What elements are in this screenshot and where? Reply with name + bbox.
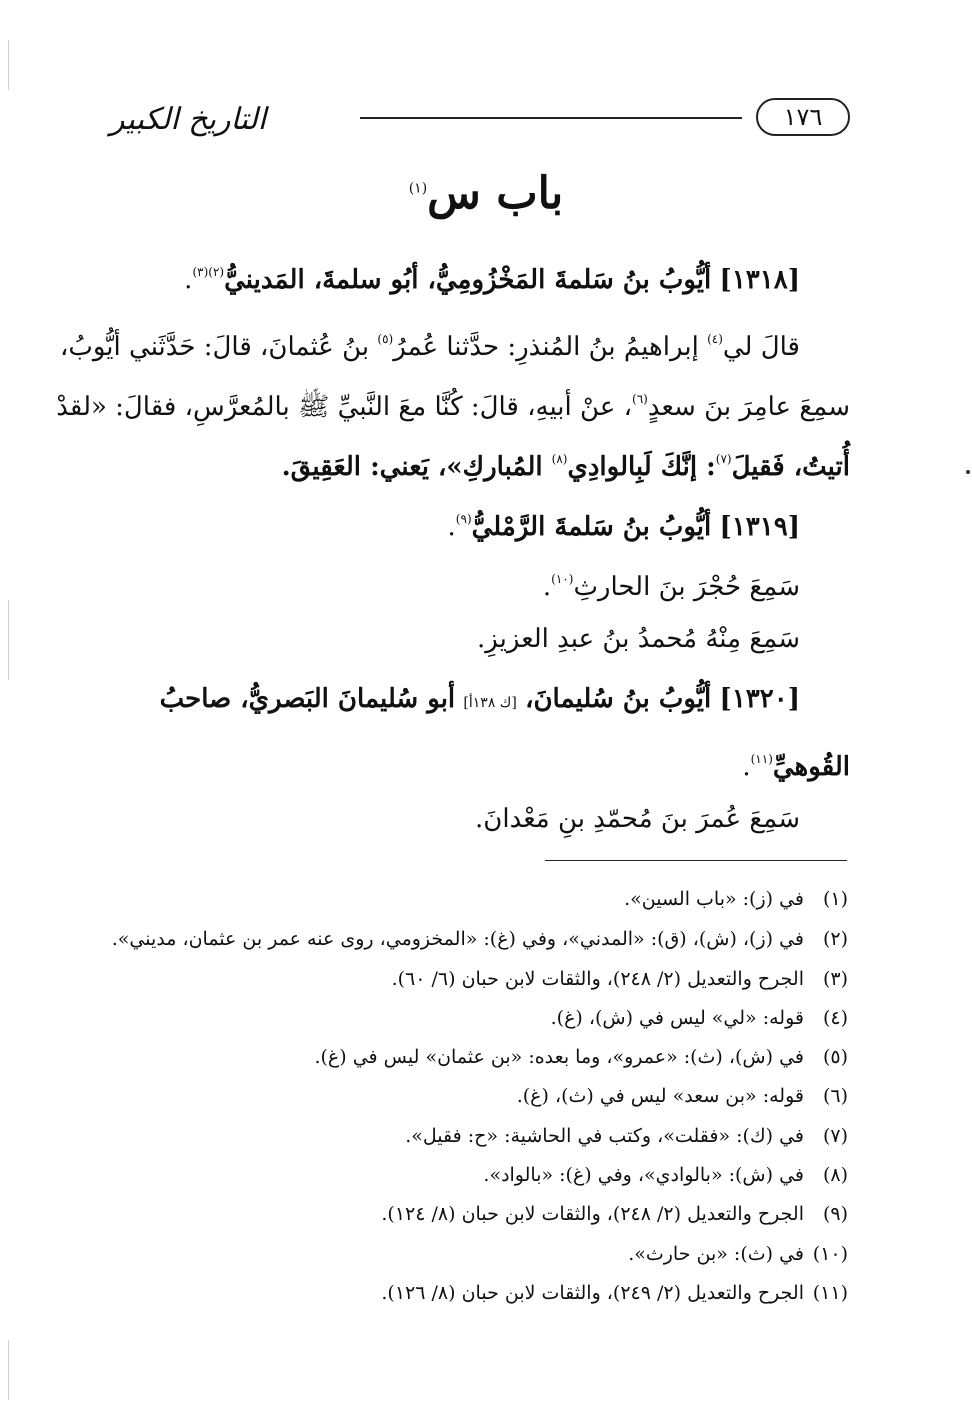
footnote-ref: (٩) xyxy=(455,512,472,526)
footnote-rule xyxy=(545,860,847,861)
footnote xyxy=(240,1199,848,1229)
footnote xyxy=(240,1042,848,1072)
text-run: بنُ عُثمانَ، قالَ: حَدَّثَني أيُّوبُ، xyxy=(60,332,378,362)
footnote-text: في (ش)، (ث): «عمرو»، وما بعده: «بن عثمان» ليس في (غ). xyxy=(314,1046,804,1068)
margin-mark xyxy=(8,40,9,90)
footnote-number: (٢) xyxy=(822,928,848,950)
text-run: إبراهيمُ بنُ المُنذرِ: حدَّثنا عُمرُ xyxy=(393,332,708,362)
entry-number: [١٣١٨] xyxy=(719,265,800,295)
footnote xyxy=(111,924,848,954)
footnote-number: (٣) xyxy=(822,968,848,990)
footnote-text: في (ك): «فقلت»، وكتب في الحاشية: «ح: فقيل». xyxy=(405,1125,804,1147)
footnote-ref: (٤) xyxy=(707,332,723,346)
entry-number: [١٣٢٠] xyxy=(719,684,800,714)
footnote xyxy=(240,1160,848,1190)
footnote-text: الجرح والتعديل (٢/ ٢٤٨)، والثقات لابن حبان (٨/ ١٢٤). xyxy=(381,1203,804,1225)
footnote-ref: (٦) xyxy=(632,392,648,406)
chapter-heading xyxy=(0,168,972,219)
text-run: سَمِعَ حُجْرَ بنَ الحارثِ xyxy=(573,572,800,602)
manuscript-ref: [ك ١٣٨أ] xyxy=(463,695,517,711)
footnote-ref: (٥) xyxy=(377,332,394,346)
footnote-text: في (ز): «باب السين». xyxy=(624,888,804,910)
footnote xyxy=(240,1239,848,1269)
chapter-title: باب س xyxy=(427,168,564,219)
margin-mark xyxy=(8,600,9,680)
entry-heading-1319: [١٣١٩] أيُّوبُ بنُ سَلمةَ الرَّمْليُّ$^{(٩)}$. xyxy=(447,512,800,542)
entry-heading-1318: [١٣١٨] أيُّوبُ بنُ سَلمةَ المَخْزُومِيُّ، أبُو سلمةَ، المَدينيُّ$^{(٢)(٣)}$. xyxy=(184,265,800,295)
footnote xyxy=(240,964,848,994)
entry-text-line: سَمِعَ مِنْهُ مُحمدُ بنُ عبدِ العزيزِ. xyxy=(477,624,800,654)
footnote-number: (٤) xyxy=(822,1007,848,1029)
footnote-number: (١) xyxy=(822,888,848,910)
entry-text-line xyxy=(56,372,850,434)
running-header xyxy=(110,98,850,142)
footnote-text: الجرح والتعديل (٢/ ٢٤٨)، والثقات لابن حبان (٦/ ٦٠). xyxy=(391,968,804,990)
entry-text-line xyxy=(110,432,850,494)
footnote xyxy=(240,1278,848,1308)
footnote-text: في (ش): «بالوادي»، وفي (غ): «بالواد». xyxy=(483,1164,804,1186)
margin-mark xyxy=(8,1340,9,1400)
entry-text-line: القُوهيِّ$^{(١١)}$. xyxy=(742,752,850,782)
footnote-ref: (٢)(٣) xyxy=(192,265,225,279)
text-run: : إنَّكَ لَبِالوادِي xyxy=(567,452,716,482)
text-run: أُتيتُ، فَقيلَ xyxy=(731,452,850,482)
footnote xyxy=(240,884,848,914)
footnote-number: (١١) xyxy=(812,1282,848,1304)
footnote-number: (١٠) xyxy=(812,1243,848,1265)
footnote-number: (٦) xyxy=(822,1085,848,1107)
entry-name: أيُّوبُ بنُ سُليمانَ، xyxy=(525,684,712,714)
footnote xyxy=(240,1003,848,1033)
book-title: التاريخ الكبير xyxy=(110,102,267,137)
text-run: المُباركِ»، يَعني: العَقِيقَ. xyxy=(281,452,552,482)
text-run: القُوهيِّ xyxy=(772,752,850,782)
footnote-text: في (ز)، (ش)، (ق): «المدني»، وفي (غ): «المخزومي، روى عنه عمر بن عثمان، مديني». xyxy=(111,928,804,950)
footnote-text: الجرح والتعديل (٢/ ٢٤٩)، والثقات لابن حبان (٨/ ١٢٦). xyxy=(381,1282,804,1304)
footnote-text: في (ث): «بن حارث». xyxy=(628,1243,804,1265)
footnote-number: (٧) xyxy=(822,1125,848,1147)
entry-number: [١٣١٩] xyxy=(719,512,800,542)
text-run: قالَ لي xyxy=(722,332,800,362)
entry-text-line: سَمِعَ حُجْرَ بنَ الحارثِ$^{(١٠)}$. xyxy=(542,572,800,602)
footnote-number: (٥) xyxy=(822,1046,848,1068)
footnote xyxy=(240,1081,848,1111)
entry-name: أبو سُليمانَ البَصريُّ، صاحبُ xyxy=(159,684,456,714)
entry-heading-1320 xyxy=(110,672,850,730)
entry-name: أيُّوبُ بنُ سَلمةَ الرَّمْليُّ xyxy=(471,512,712,542)
text-run: سمِعَ عامِرَ بنَ سعدٍ xyxy=(647,392,850,422)
entry-text-line xyxy=(60,312,850,374)
footnote-ref: (١٠) xyxy=(551,572,574,586)
entry-text-line: سَمِعَ عُمرَ بنَ مُحمّدِ بنِ مَعْدانَ. xyxy=(474,804,800,834)
header-rule xyxy=(360,117,742,119)
footnote-ref: (٨) xyxy=(551,452,568,466)
footnote-text: قوله: «بن سعد» ليس في (ث)، (غ). xyxy=(516,1085,804,1107)
footnote-ref: (١١) xyxy=(750,752,773,766)
page-dot xyxy=(966,470,970,474)
footnote-ref: (١) xyxy=(408,180,428,197)
page-number: ١٧٦ xyxy=(756,98,850,136)
footnote-number: (٩) xyxy=(822,1203,848,1225)
entry-name: أيُّوبُ بنُ سَلمةَ المَخْزُومِيُّ، أبُو سلمةَ، المَدينيُّ xyxy=(224,265,712,295)
footnote-text: قوله: «لي» ليس في (ش)، (غ). xyxy=(550,1007,804,1029)
text-run: ، عنْ أبيهِ، قالَ: كُنَّا معَ النَّبيِّ ﷺ بالمُعرَّسِ، فقالَ: «لقدْ xyxy=(56,392,632,422)
footnote-ref: (٧) xyxy=(715,452,732,466)
footnote xyxy=(240,1121,848,1151)
footnote-number: (٨) xyxy=(822,1164,848,1186)
